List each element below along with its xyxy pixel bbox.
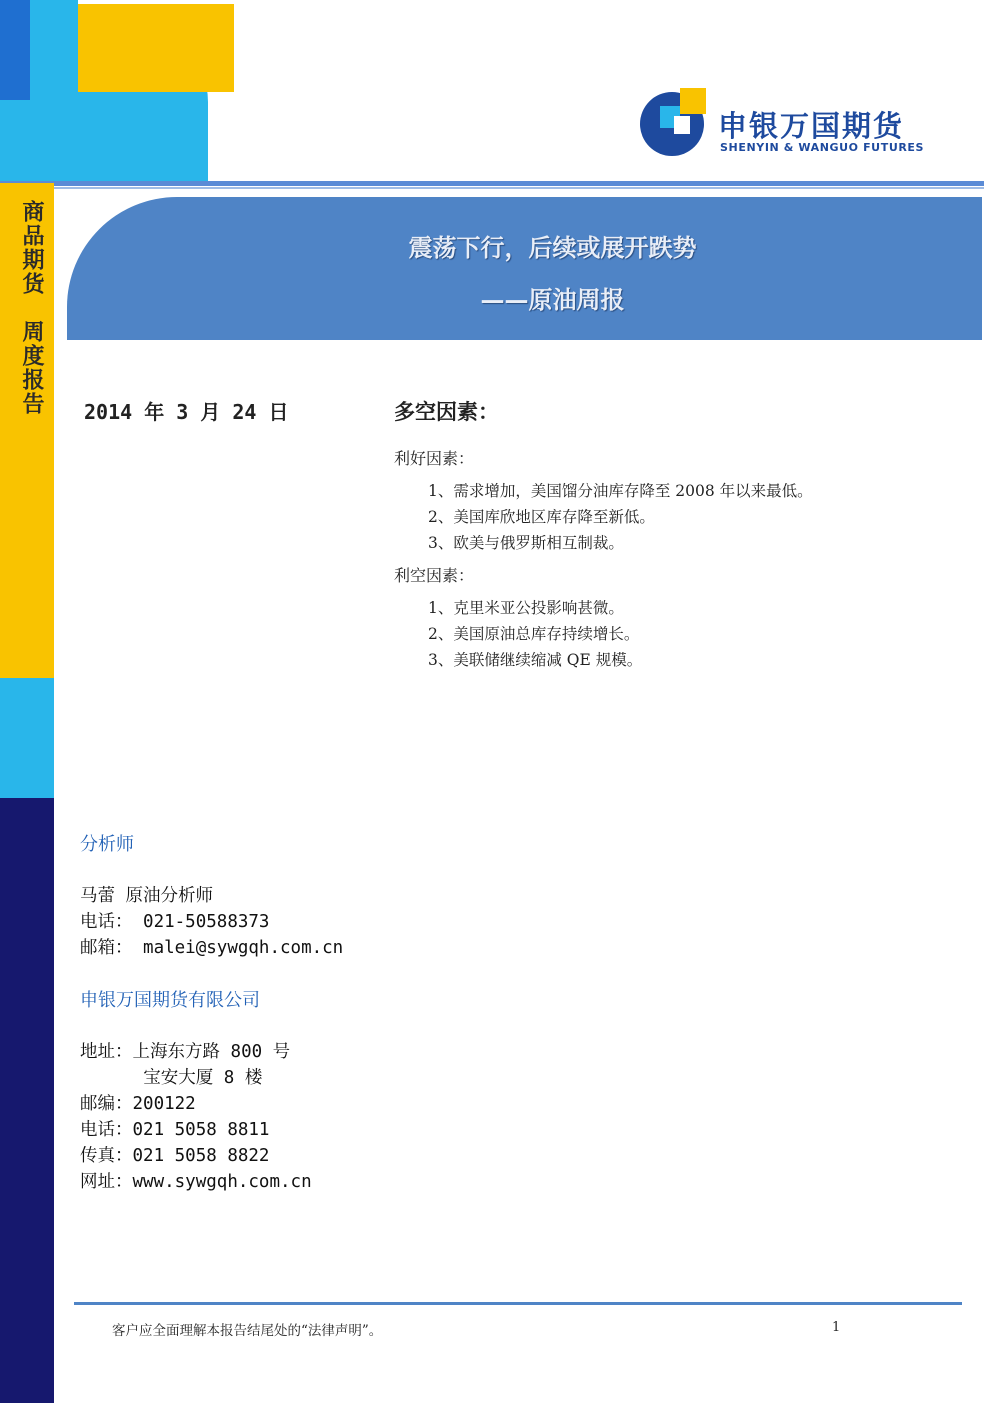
report-date: 2014 年 3 月 24 日: [84, 400, 289, 424]
report-subtitle: ——原油周报: [480, 285, 625, 314]
analyst-heading: 分析师: [80, 834, 134, 855]
bullish-item: 1、需求增加，美国馏分油库存降至 2008 年以来最低。: [428, 482, 813, 500]
bearish-item: 2、美国原油总库存持续增长。: [428, 625, 640, 643]
logo-square-white: [674, 116, 690, 134]
company-postcode: 邮编：200122: [80, 1094, 196, 1114]
footer-notice: 客户应全面理解本报告结尾处的“法律声明”。: [112, 1323, 383, 1339]
report-title: 震荡下行，后续或展开跌势: [408, 233, 697, 262]
header-graphic-yellow: [78, 4, 234, 92]
bearish-item: 3、美联储继续缩减 QE 规模。: [428, 651, 643, 669]
logo-square-yellow: [680, 88, 706, 114]
factors-heading: 多空因素：: [394, 399, 499, 424]
footer-rule: [74, 1302, 962, 1305]
sidebar-label: 商品期货 周度报告: [19, 200, 45, 416]
company-heading: 申银万国期货有限公司: [80, 990, 260, 1011]
company-address-2: 宝安大厦 8 楼: [80, 1068, 263, 1088]
header-graphic-blue: [0, 0, 30, 100]
analyst-phone: 电话： 021-50588373: [80, 912, 270, 932]
logo-name-cn: 申银万国期货: [718, 109, 905, 143]
analyst-name: 马蕾 原油分析师: [80, 886, 214, 906]
company-phone: 电话：021 5058 8811: [80, 1120, 270, 1140]
bullish-item: 3、欧美与俄罗斯相互制裁。: [428, 534, 624, 552]
company-fax: 传真：021 5058 8822: [80, 1146, 270, 1166]
logo-name-en: SHENYIN & WANGUO FUTURES: [720, 141, 925, 154]
bearish-label: 利空因素：: [394, 566, 475, 585]
bearish-item: 1、克里米亚公投影响甚微。: [428, 599, 624, 617]
page-number: 1: [832, 1320, 841, 1335]
sidebar-navy: [0, 798, 54, 1403]
header-rule: [0, 181, 984, 186]
company-website[interactable]: 网址：www.sywgqh.com.cn: [80, 1172, 312, 1192]
bullish-label: 利好因素：: [394, 449, 475, 468]
sidebar-cyan: [0, 678, 54, 798]
bullish-item: 2、美国库欣地区库存降至新低。: [428, 508, 655, 526]
company-address: 地址：上海东方路 800 号: [80, 1042, 291, 1062]
title-banner: [67, 197, 982, 340]
analyst-email: 邮箱： malei@sywgqh.com.cn: [80, 938, 344, 958]
header-rule-light: [0, 187, 984, 189]
